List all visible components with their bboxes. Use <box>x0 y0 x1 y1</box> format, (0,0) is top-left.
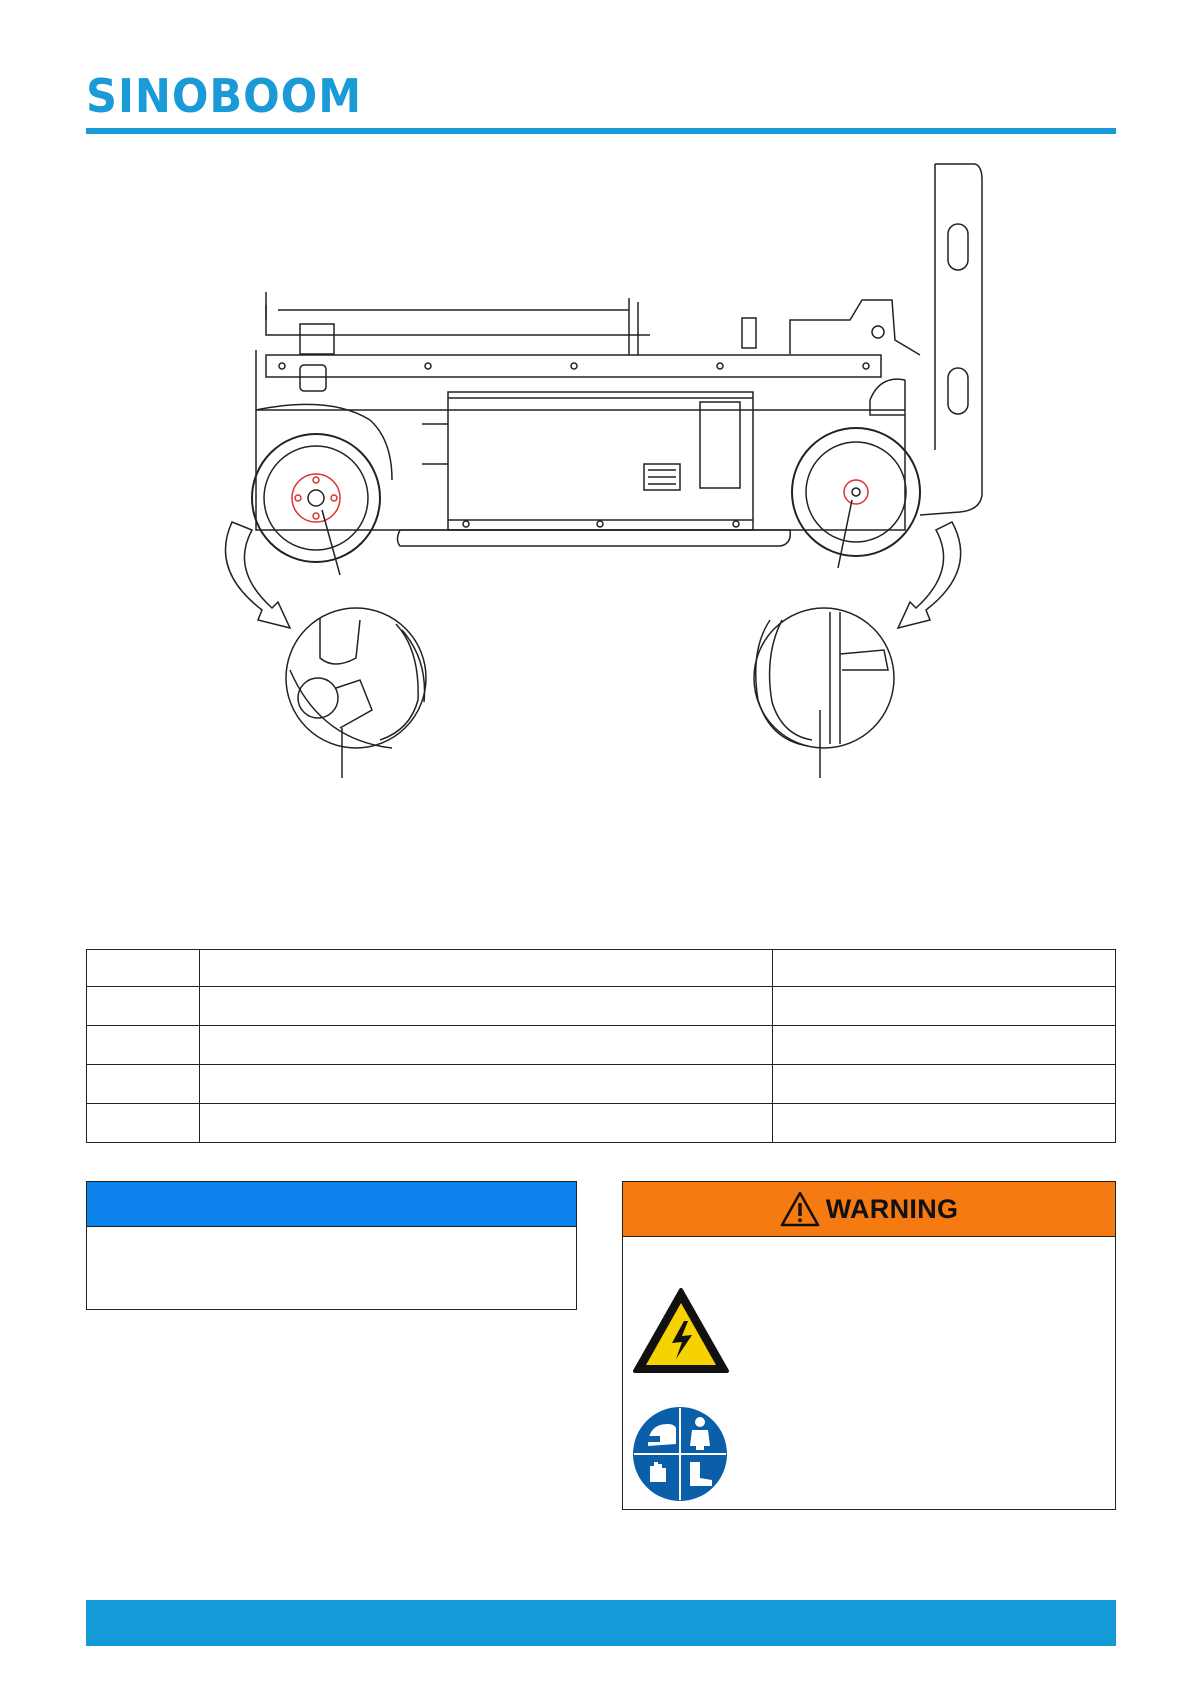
warning-triangle-icon <box>780 1191 820 1227</box>
electrical-hazard-icon <box>632 1287 730 1375</box>
ppe-required-icon <box>632 1406 728 1502</box>
table-cell <box>773 1065 1116 1104</box>
table-row <box>87 1104 1116 1143</box>
brand-logo <box>86 70 364 120</box>
spec-table <box>86 949 1116 1143</box>
table-cell <box>87 1026 200 1065</box>
warning-box <box>622 1181 1116 1510</box>
table-cell <box>200 1065 773 1104</box>
table-header-row <box>87 950 1116 987</box>
table-cell <box>87 950 200 987</box>
table-row <box>87 1065 1116 1104</box>
table-row <box>87 987 1116 1026</box>
table-cell <box>87 1104 200 1143</box>
note-header <box>87 1182 576 1227</box>
header-rule <box>86 128 1116 134</box>
table-cell <box>87 987 200 1026</box>
warning-title: WARNING <box>825 1193 959 1224</box>
table-row <box>87 1026 1116 1065</box>
table-cell <box>87 1065 200 1104</box>
footer-bar <box>86 1600 1116 1646</box>
table-cell <box>200 1104 773 1143</box>
table-cell <box>200 1026 773 1065</box>
svg-text:SINOBOOM: SINOBOOM <box>86 70 362 120</box>
table-cell <box>200 950 773 987</box>
warning-header <box>623 1182 1115 1237</box>
machine-wheel-diagram <box>0 150 1191 800</box>
table-cell <box>773 1026 1116 1065</box>
table-cell <box>773 1104 1116 1143</box>
table-cell <box>200 987 773 1026</box>
note-box <box>86 1181 577 1310</box>
table-cell <box>773 987 1116 1026</box>
table-cell <box>773 950 1116 987</box>
sinoboom-logo-icon <box>86 70 364 120</box>
